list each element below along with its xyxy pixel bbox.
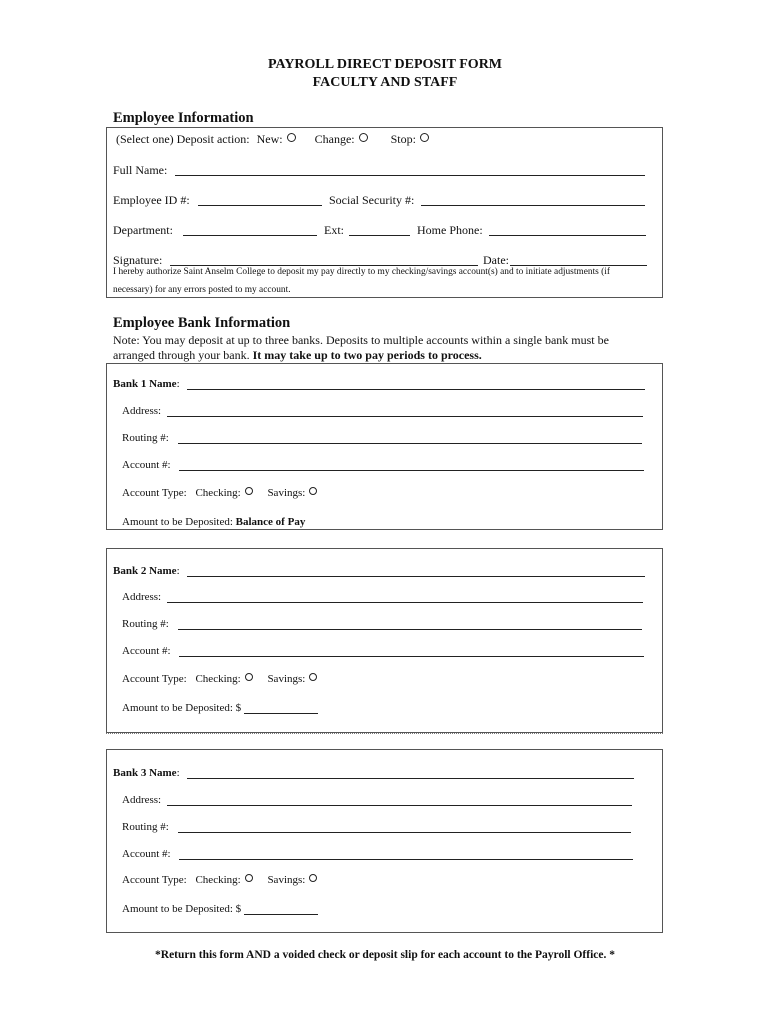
ext-label: Ext: bbox=[324, 223, 344, 237]
bank1-name-label: Bank 1 Name: bbox=[113, 378, 180, 390]
bank1-checking-label: Checking: bbox=[195, 487, 241, 499]
bank3-account-field[interactable] bbox=[179, 859, 633, 860]
deposit-action-row bbox=[116, 132, 429, 147]
form-subtitle: FACULTY AND STAFF bbox=[312, 75, 458, 90]
bank2-name-label-bold: Bank 2 Name bbox=[113, 565, 177, 577]
bank2-account-field[interactable] bbox=[179, 656, 644, 657]
bank-info-heading: Employee Bank Information bbox=[113, 315, 291, 331]
employee-id-field[interactable] bbox=[198, 205, 322, 206]
stop-radio[interactable] bbox=[420, 133, 429, 142]
bank2-name-label: Bank 2 Name: bbox=[113, 565, 180, 577]
bank3-savings-radio[interactable] bbox=[309, 874, 317, 882]
bank3-checking-radio[interactable] bbox=[245, 874, 253, 882]
bank2-account-label: Account #: bbox=[122, 645, 171, 657]
employee-id-label: Employee ID #: bbox=[113, 193, 190, 207]
bank1-savings-radio[interactable] bbox=[309, 487, 317, 495]
signature-label: Signature: bbox=[113, 253, 163, 267]
bank1-amount-label: Amount to be Deposited: bbox=[122, 516, 233, 528]
home-phone-label: Home Phone: bbox=[417, 223, 483, 237]
authorization-text-line1: I hereby authorize Saint Anselm College to deposit my pay directly to my checking/savings account(s) and to initiate adjustments (if bbox=[113, 267, 611, 277]
bank2-account-type-label: Account Type: bbox=[122, 673, 187, 685]
bank3-amount-field[interactable] bbox=[244, 914, 318, 915]
bank-note-line2 bbox=[113, 348, 482, 363]
date-field[interactable] bbox=[510, 265, 647, 266]
deposit-action-label: (Select one) Deposit action: bbox=[116, 132, 250, 146]
change-radio[interactable] bbox=[359, 133, 368, 142]
bank1-savings-label: Savings: bbox=[267, 487, 306, 499]
bank3-name-field[interactable] bbox=[187, 778, 634, 779]
bank-note-plain: arranged through your bank. bbox=[113, 348, 250, 362]
employee-info-heading: Employee Information bbox=[113, 110, 254, 126]
bank2-box-shadow bbox=[106, 733, 663, 734]
authorization-text-line2: necessary) for any errors posted to my account. bbox=[113, 285, 291, 295]
bank2-savings-radio[interactable] bbox=[309, 673, 317, 681]
bank1-account-label: Account #: bbox=[122, 459, 171, 471]
bank3-name-label-bold: Bank 3 Name bbox=[113, 767, 177, 779]
option-new-label: New: bbox=[256, 132, 283, 146]
bank3-checking-label: Checking: bbox=[195, 874, 241, 886]
bank2-checking-radio[interactable] bbox=[245, 673, 253, 681]
bank1-address-field[interactable] bbox=[167, 416, 643, 417]
bank1-address-label: Address: bbox=[122, 405, 162, 417]
bank2-checking-label: Checking: bbox=[195, 673, 241, 685]
ext-field[interactable] bbox=[349, 235, 410, 236]
bank3-routing-field[interactable] bbox=[178, 832, 631, 833]
department-field[interactable] bbox=[183, 235, 317, 236]
bank3-account-type-label: Account Type: bbox=[122, 874, 187, 886]
ssn-label: Social Security #: bbox=[329, 193, 415, 207]
bank-note-line1: Note: You may deposit at up to three banks. Deposits to multiple accounts within a single bank must be bbox=[113, 333, 609, 347]
bank3-address-field[interactable] bbox=[167, 805, 632, 806]
bank1-routing-field[interactable] bbox=[178, 443, 642, 444]
bank3-savings-label: Savings: bbox=[267, 874, 306, 886]
bank2-amount-field[interactable] bbox=[244, 713, 318, 714]
bank3-name-label: Bank 3 Name: bbox=[113, 767, 180, 779]
bank2-routing-field[interactable] bbox=[178, 629, 642, 630]
new-radio[interactable] bbox=[287, 133, 296, 142]
bank3-routing-label: Routing #: bbox=[122, 821, 169, 833]
bank2-routing-label: Routing #: bbox=[122, 618, 169, 630]
bank1-routing-label: Routing #: bbox=[122, 432, 169, 444]
department-label: Department: bbox=[113, 223, 173, 237]
form-title: PAYROLL DIRECT DEPOSIT FORM bbox=[267, 57, 503, 72]
full-name-field[interactable] bbox=[175, 175, 645, 176]
bank2-account-type-row bbox=[122, 673, 317, 685]
bank1-name-field[interactable] bbox=[187, 389, 645, 390]
bank1-account-type-row bbox=[122, 487, 317, 499]
date-label: Date: bbox=[483, 253, 509, 267]
bank3-address-label: Address: bbox=[122, 794, 162, 806]
bank3-account-type-row bbox=[122, 874, 317, 886]
full-name-label: Full Name: bbox=[113, 163, 168, 177]
bank1-name-label-bold: Bank 1 Name bbox=[113, 378, 177, 390]
bank2-amount-label: Amount to be Deposited: $ bbox=[122, 702, 242, 714]
bank1-account-field[interactable] bbox=[179, 470, 644, 471]
bank-note-bold: It may take up to two pay periods to process. bbox=[252, 348, 482, 362]
bank1-amount-row bbox=[122, 516, 305, 528]
bank3-account-label: Account #: bbox=[122, 848, 171, 860]
bank2-address-label: Address: bbox=[122, 591, 162, 603]
return-note: *Return this form AND a voided check or deposit slip for each account to the Payroll Office. * bbox=[155, 949, 615, 961]
ssn-field[interactable] bbox=[421, 205, 645, 206]
bank2-name-field[interactable] bbox=[187, 576, 645, 577]
bank2-address-field[interactable] bbox=[167, 602, 643, 603]
signature-field[interactable] bbox=[170, 265, 478, 266]
bank3-amount-label: Amount to be Deposited: $ bbox=[122, 903, 242, 915]
bank1-account-type-label: Account Type: bbox=[122, 487, 187, 499]
bank1-checking-radio[interactable] bbox=[245, 487, 253, 495]
option-stop-label: Stop: bbox=[390, 132, 416, 146]
bank2-savings-label: Savings: bbox=[267, 673, 306, 685]
bank1-amount-value: Balance of Pay bbox=[235, 516, 306, 528]
option-change-label: Change: bbox=[314, 132, 355, 146]
home-phone-field[interactable] bbox=[489, 235, 646, 236]
